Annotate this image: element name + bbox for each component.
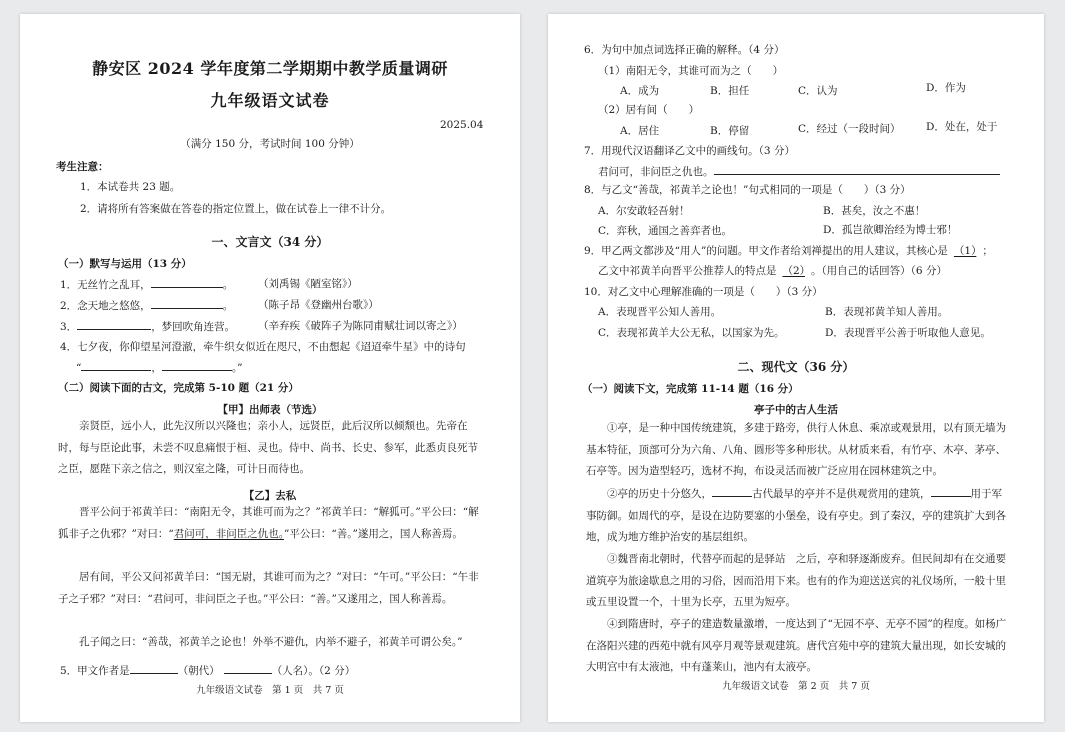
article-paragraph: ②亭的历史十分悠久， 古代最早的亭并不是供观赏用的建筑， 用于军事防御。如周代的亭，是设在边防要塞的小堡垒，设有亭史。到了秦汉，亭的建筑扩大到各地，成为地方维护治安的基层组织。 [586, 484, 1010, 549]
text-a-body: 亲贤臣，远小人，此先汉所以兴隆也；亲小人，远贤臣，此后汉所以倾颓也。先帝在时，每与臣论此事，未尝不叹息痛恨于桓、灵也。侍中、尚书、长史、参军，此悉贞良死节之臣，愿陛下亲之信之，则汉室之隆，可计日而待也。 [58, 420, 478, 475]
option: B．表现祁黄羊知人善用。 [825, 306, 949, 318]
question-7: 7．用现代汉语翻译乙文中的画线句。（3 分） [584, 145, 795, 157]
question-8: 8．与乙文“善哉，祁黄羊之论也！”句式相同的一项是（ ）（3 分） [584, 184, 911, 196]
subsection-title: （二）阅读下面的古文，完成第 5-10 题（21 分） [58, 382, 299, 394]
answer-blank [162, 359, 232, 371]
text-b-paragraph: 孔子闻之曰：“善哉，祁黄羊之论也！外举不避仇，内举不避子，祁黄羊可谓公矣。” [79, 636, 463, 648]
question-1: 1．无丝竹之乱耳， 。 [60, 276, 233, 292]
section-title: 一、文言文（34 分） [211, 235, 329, 249]
option: C．认为 [798, 85, 838, 97]
answer-blank [712, 485, 752, 497]
answer-blank [151, 276, 223, 288]
question-10: 10．对乙文中心理解准确的一项是（ ）（3 分） [584, 286, 823, 298]
option: D．作为 [926, 82, 966, 94]
option: A．居住 [620, 125, 660, 137]
option: B．停留 [710, 125, 750, 137]
answer-blank-2: （2） [782, 265, 805, 277]
exam-subtitle: 九年级语文试卷 [210, 91, 330, 110]
option: A．尔安敢轻吾射！ [598, 205, 690, 217]
answer-blank [224, 662, 272, 674]
question-9-line-2: 乙文中祁黄羊向晋平公推荐人的特点是 （2） 。（用自己的话回答）（6 分） [598, 265, 947, 277]
score-note: （满分 150 分，考试时间 100 分钟） [180, 138, 360, 150]
question-5: 5．甲文作者是 （朝代） （人名）。（2 分） [60, 662, 355, 678]
notice-item: 2．请将所有答案做在答卷的指定位置上，做在试卷上一律不计分。 [80, 203, 392, 215]
exam-page-2 [548, 14, 1044, 722]
answer-blank [77, 318, 151, 330]
option: C．表现祁黄羊大公无私，以国家为先。 [598, 327, 785, 339]
answer-line [714, 163, 1000, 175]
question-text: 2．念天地之悠悠， [60, 300, 151, 312]
notice-item: 1．本试卷共 23 题。 [80, 181, 181, 193]
question-6: 6．为句中加点词选择正确的解释。（4 分） [584, 44, 785, 56]
question-text: ，梦回吹角连营。 [151, 321, 236, 333]
exam-page-1 [20, 14, 520, 722]
option: B．担任 [710, 85, 750, 97]
text-a-title: 【甲】出师表（节选） [217, 404, 323, 416]
subsection-title: （一）阅读下文，完成第 11-14 题（16 分） [582, 383, 799, 395]
question-4: 4．七夕夜，你仰望星河澄澈，牵牛织女似近在咫尺，不由想起《迢迢牵牛星》中的诗句 [60, 341, 466, 353]
question-2: 2．念天地之悠悠， 。 [60, 297, 233, 313]
option: D．孤岂欲卿治经为博士邪！ [823, 224, 958, 236]
answer-blank [151, 297, 223, 309]
question-source: （刘禹锡《陋室铭》） [258, 278, 358, 290]
answer-blank [81, 359, 151, 371]
option: A．成为 [620, 85, 660, 97]
text-b-paragraph: 晋平公问于祁黄羊曰：“南阳无令，其谁可而为之？”祁黄羊曰：“解狐可。”平公曰：“解狐非子之仇邪？”对曰：“君问可，非问臣之仇也。”平公曰：“善。”遂用之，国人称善焉。 [58, 506, 479, 540]
exam-title: 静安区 2024 学年度第二学期期中教学质量调研 [92, 59, 448, 78]
option: D．表现晋平公善于听取他人意见。 [825, 327, 991, 339]
article-paragraph: ①亭，是一种中国传统建筑，多建于路旁，供行人休息、乘凉或观景用，以有顶无墙为基本特征，顶部可分为六角、八角、圆形等多种形状。从材质来看，有竹亭、木亭、茅亭、石亭等。因为造型轻巧，选材不拘，布设灵活而被广泛应用在园林建筑之中。 [586, 422, 1006, 477]
question-3 [60, 318, 235, 334]
question-4-blanks: “ ， 。” [76, 359, 243, 375]
notice-heading: 考生注意： [56, 161, 109, 173]
option: B．甚矣，汝之不惠！ [823, 205, 926, 217]
question-9-line-1: 9．甲乙两文都涉及“用人”的问题。甲文作者给刘禅提出的用人建议，其核心是 （1） ； [584, 245, 993, 257]
text-b-paragraph: 居有间，平公又问祁黄羊曰：“国无尉，其谁可而为之？”对曰：“午可。”平公曰：“午非子之子邪？”对曰：“君问可，非问臣之子也。”平公曰：“善。”又遂用之，国人称善焉。 [58, 571, 479, 605]
section-title: 二、现代文（36 分） [737, 360, 855, 374]
exam-date: 2025.04 [440, 119, 484, 131]
answer-blank-1: （1） [953, 245, 977, 257]
article-paragraph: ④到隋唐时，亭子的建造数量激增，一度达到了“无园不亭、无亭不园”的程度。如杨广在洛阳兴建的西苑中就有风亭月观等景观建筑。唐代宫苑中亭的建筑大量出现，如长安城的大明宫中有太液池，中有蓬莱山，池内有太液亭。 [586, 618, 1007, 673]
option: C．弈秋，通国之善弈者也。 [598, 225, 733, 237]
question-source: （陈子昂《登幽州台歌》） [258, 299, 379, 311]
answer-blank [130, 662, 178, 674]
article-paragraph: ③魏晋南北朝时，代替亭而起的是驿站 之后，亭和驿逐渐废弃。但民间却有在交通要道筑亭为旅途歇息之用的习俗，因而沿用下来。也有的作为迎送送宾的礼仪场所，一般十里或五里设置一个，十里为长亭，五里为短亭。 [586, 553, 1006, 608]
question-7-sentence: 君问可，非问臣之仇也。 [598, 163, 1000, 179]
subsection-title: （一）默写与运用（13 分） [58, 258, 192, 270]
underlined-sentence: 君问可，非问臣之仇也。 [173, 527, 284, 540]
question-6-2: （2）居有间（ ） [598, 104, 700, 116]
question-source: （辛弃疾《破阵子为陈同甫赋壮词以寄之》） [258, 320, 463, 332]
option: D．处在，处于 [926, 121, 998, 133]
page-footer: 九年级语文试卷 第 1 页 共 7 页 [196, 685, 344, 696]
page-footer: 九年级语文试卷 第 2 页 共 7 页 [722, 681, 870, 692]
answer-blank [931, 485, 971, 497]
question-6-1: （1）南阳无令，其谁可而为之（ ） [598, 65, 784, 77]
question-text: 1．无丝竹之乱耳， [60, 279, 151, 291]
article-title: 亭子中的古人生活 [754, 404, 838, 416]
text-b-title: 【乙】去私 [243, 490, 297, 502]
option: C．经过（一段时间） [798, 123, 901, 135]
option: A．表现晋平公知人善用。 [598, 306, 722, 318]
question-number: 3． [60, 321, 78, 333]
